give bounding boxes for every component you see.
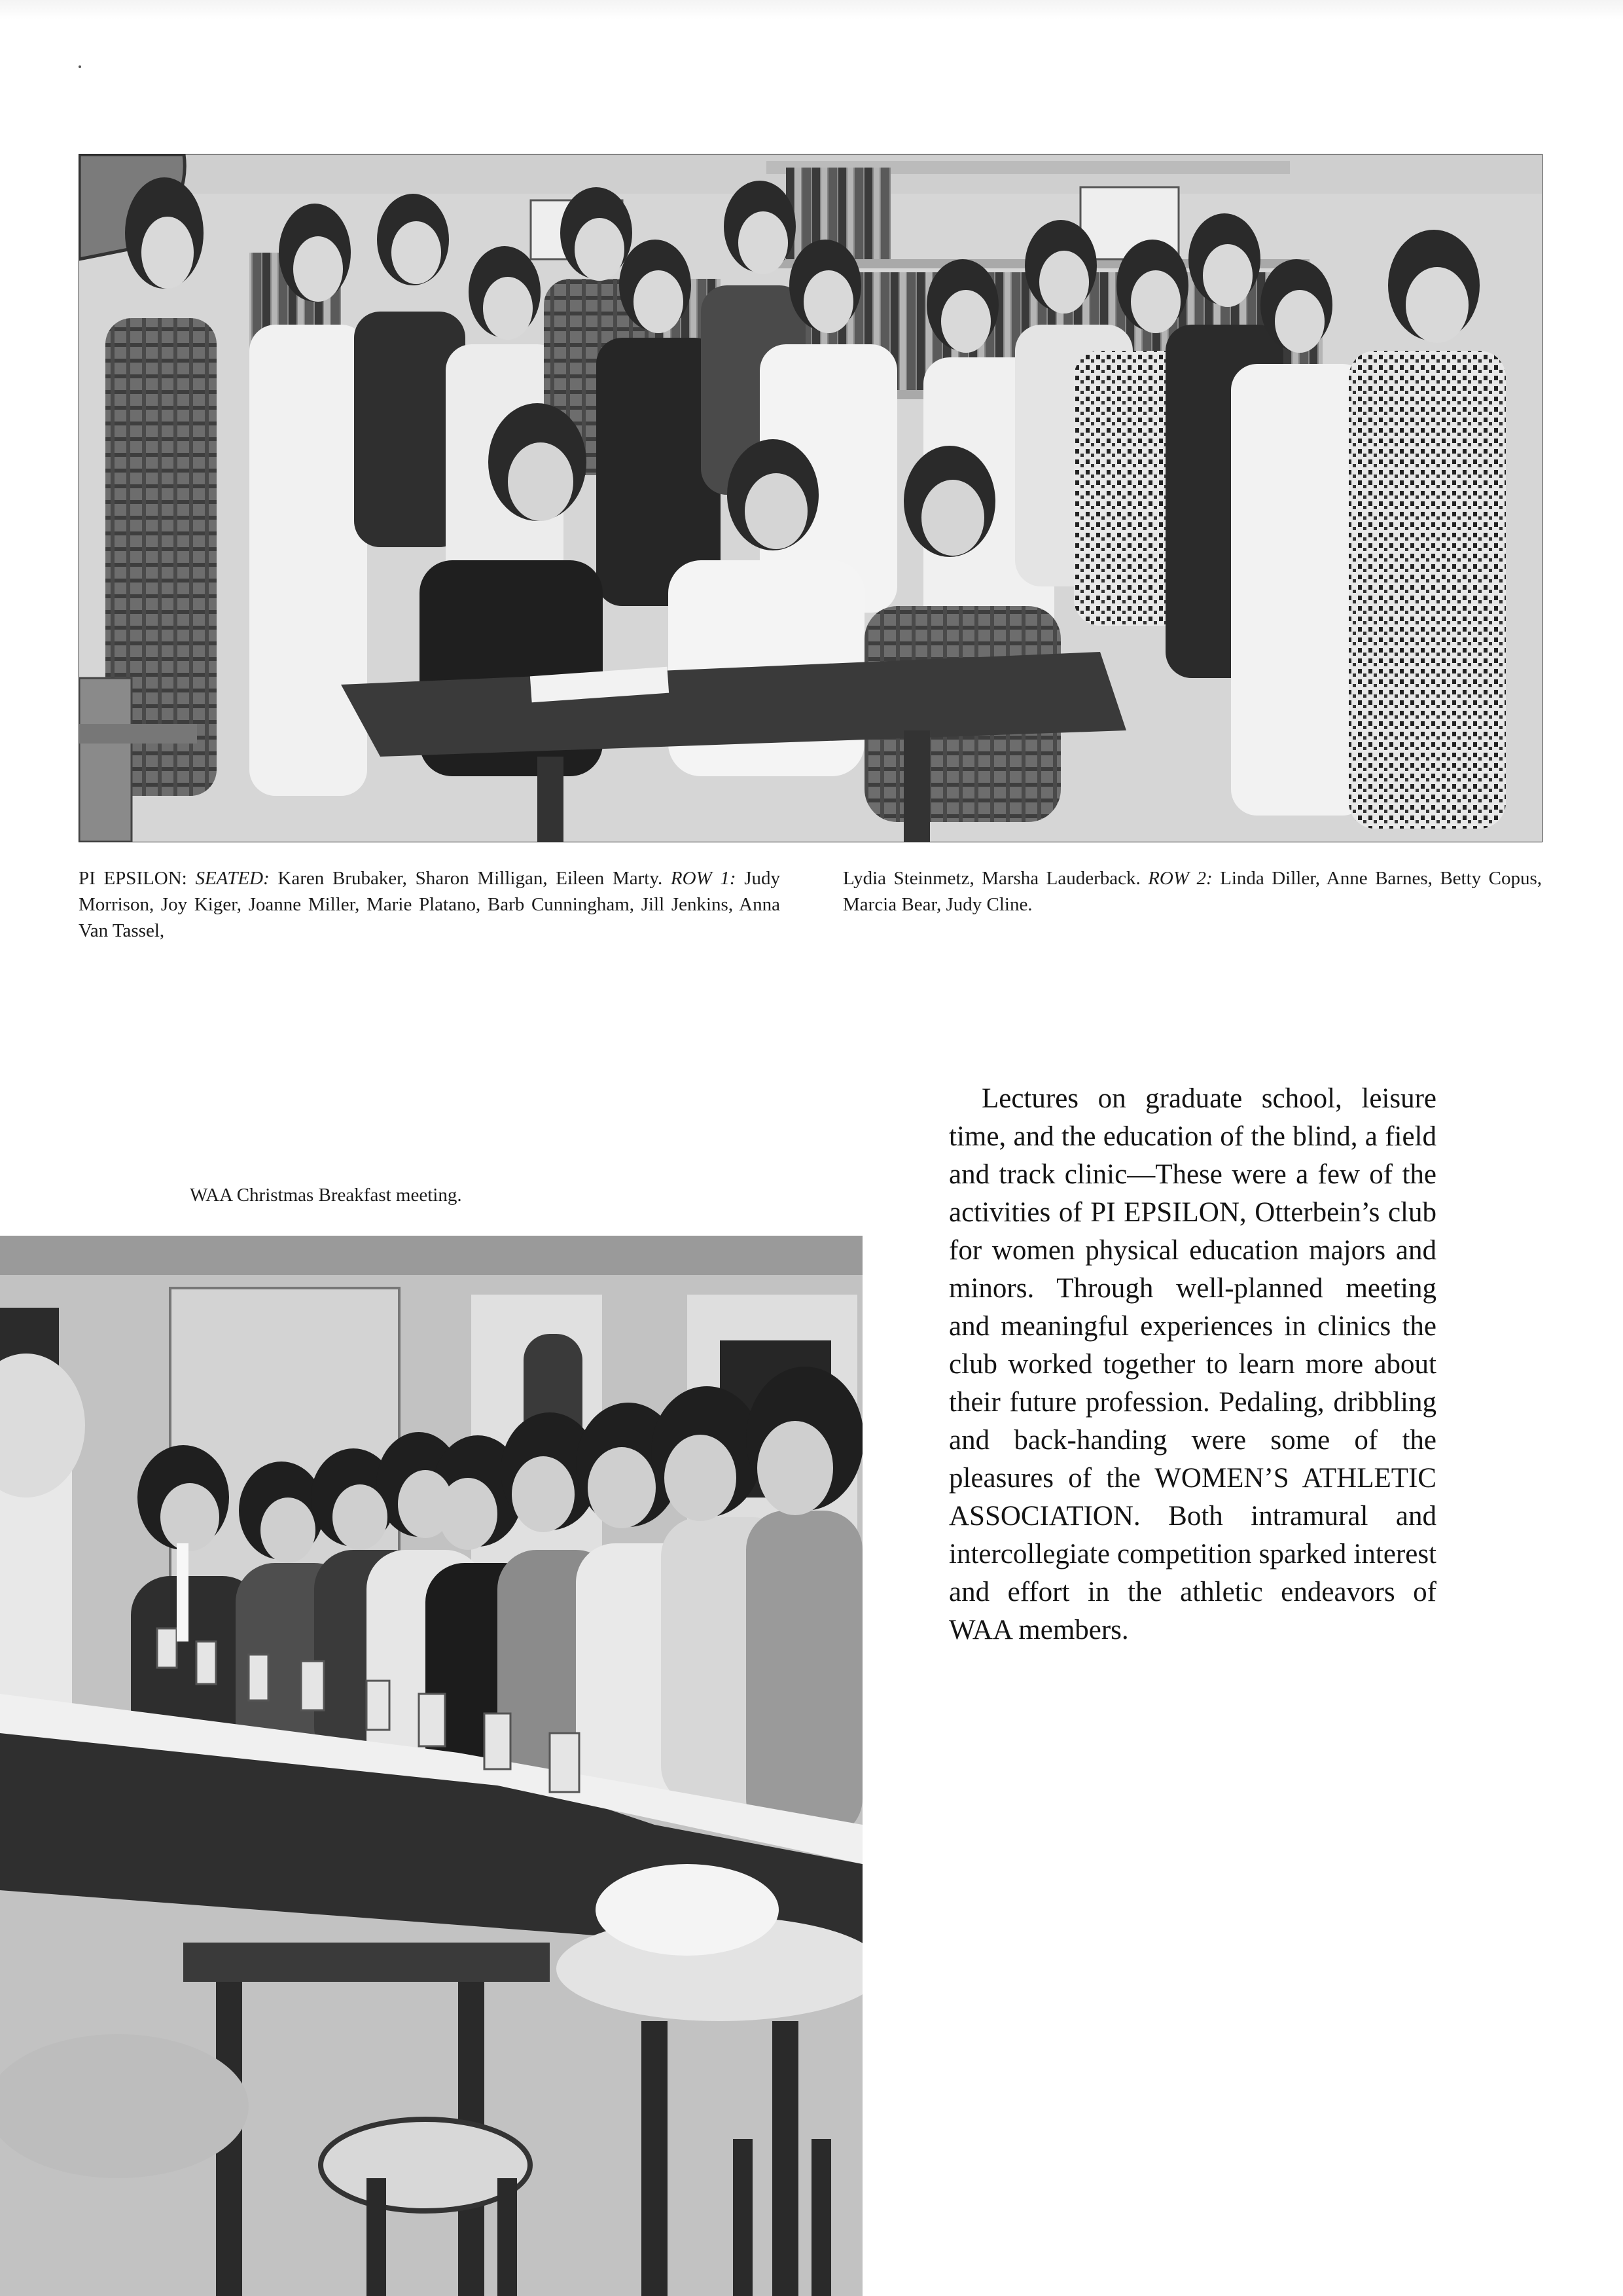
caption-row2-names: Linda Diller, Anne Barnes, Betty Copus, Marcia Bear, Judy Cline. (843, 868, 1542, 915)
pi-epsilon-photo-illustration (79, 154, 1542, 842)
caption-seated-names: Karen Brubaker, Sharon Milligan, Eileen Marty. (277, 868, 663, 889)
article-paragraph: Lectures on graduate school, leisure time, and the education of the blind, a field and track clinic—These were a few of the activities of PI EPSILON, Otterbein’s club for women physical education majors and minors. Through well-planned meeting and meaningful experiences in clinics the club worked together to learn more about their future profession. Pedaling, dribbling and back-handing were some of the pleasures of the WOMEN’S ATHLETIC ASSOCIATION. Both intramural and intercollegiate competition sparked interest and effort in the athletic endeavors of WAA members. (949, 1083, 1436, 1645)
waa-breakfast-caption: WAA Christmas Breakfast meeting. (190, 1185, 462, 1206)
pi-epsilon-caption-left (79, 865, 780, 944)
caption-seated-label: SEATED: (195, 868, 270, 889)
pi-epsilon-caption-right (843, 865, 1542, 918)
caption-club-name: PI EPSILON: (79, 868, 187, 889)
waa-breakfast-photo-illustration (0, 1236, 863, 2296)
caption-row1-names: Judy Morrison, Joy Kiger, Joanne Miller, Marie Platano, Barb Cunningham, Jill Jenkins, Anna Van Tassel, (79, 868, 781, 941)
caption-row1-label: ROW 1: (670, 868, 736, 889)
caption-row2-label: ROW 2: (1148, 868, 1213, 889)
waa-breakfast-photo (0, 1236, 863, 2296)
scan-edge (0, 0, 1623, 20)
scan-speck (79, 65, 81, 68)
article-body-text (949, 1080, 1436, 1649)
pi-epsilon-photo (79, 154, 1543, 842)
caption-row1-names-continued: Lydia Steinmetz, Marsha Lauderback. (843, 868, 1141, 889)
